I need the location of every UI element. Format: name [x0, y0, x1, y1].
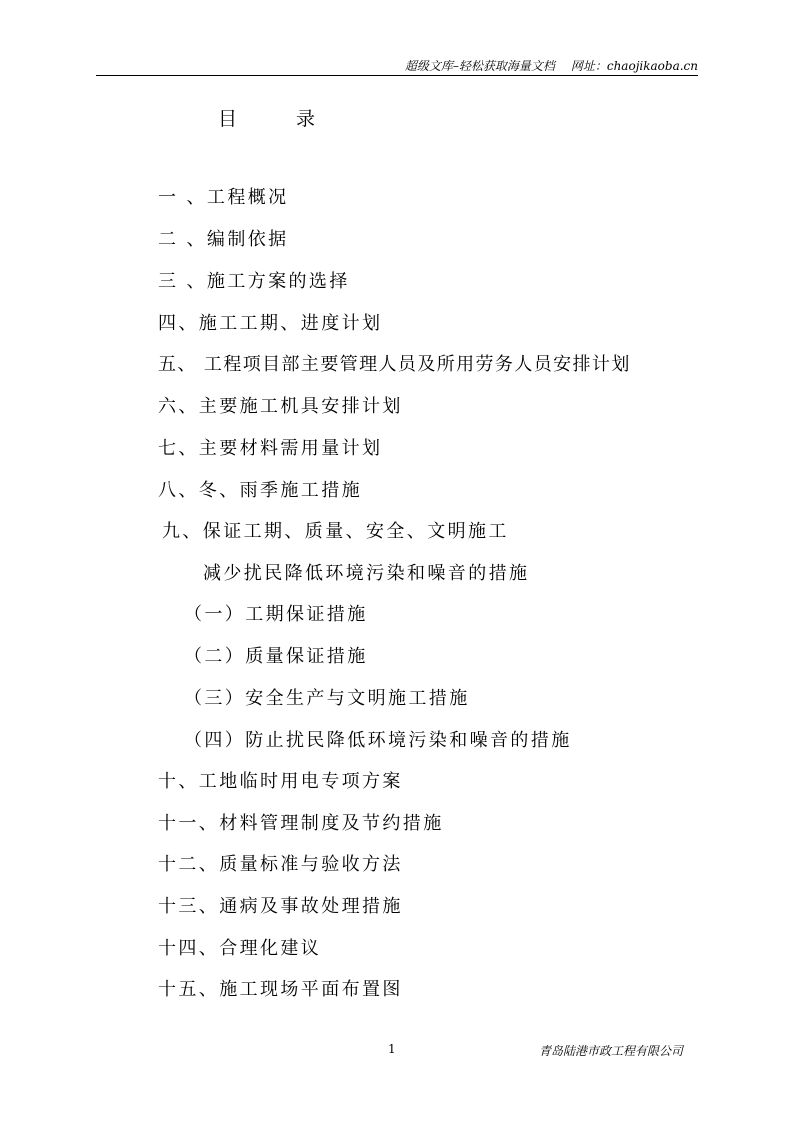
footer-company-name: 青岛陆港市政工程有限公司 [539, 1044, 684, 1058]
toc-title-part1: 目 [218, 108, 238, 130]
toc-item: 十一、材料管理制度及节约措施 [158, 813, 444, 834]
toc-item: 四、施工工期、进度计划 [158, 313, 383, 334]
toc-item: 三 、施工方案的选择 [158, 271, 350, 292]
toc-item: （一）工期保证措施 [184, 604, 368, 625]
toc-title-part2: 录 [296, 108, 316, 130]
toc-item: 九、保证工期、质量、安全、文明施工 [162, 521, 509, 542]
toc-item: 十四、合理化建议 [158, 938, 322, 959]
page-number: 1 [388, 1042, 396, 1056]
toc-item: 七、主要材料需用量计划 [158, 438, 383, 459]
toc-item: （二）质量保证措施 [184, 646, 368, 667]
toc-item: 十三、通病及事故处理措施 [158, 896, 403, 917]
toc-item: 六、主要施工机具安排计划 [158, 396, 403, 417]
toc-item: 十二、质量标准与验收方法 [158, 854, 403, 875]
header-site-slogan: 超级文库–轻松获取海量文档 [404, 59, 555, 73]
toc-item: 十五、施工现场平面布置图 [158, 979, 403, 1000]
toc-item: 二 、编制依据 [158, 229, 289, 250]
toc-item: 减少扰民降低环境污染和噪音的措施 [203, 563, 530, 584]
toc-item: 五、 工程项目部主要管理人员及所用劳务人员安排计划 [158, 354, 631, 375]
toc-item: 十、工地临时用电专项方案 [158, 771, 403, 792]
toc-item: 一 、工程概况 [158, 187, 289, 208]
header-site-url: 网址：chaojikaoba.cn [570, 59, 698, 73]
toc-item: （三）安全生产与文明施工措施 [184, 688, 470, 709]
toc-item: 八、冬、雨季施工措施 [158, 480, 362, 501]
toc-item: （四）防止扰民降低环境污染和噪音的措施 [184, 730, 572, 751]
